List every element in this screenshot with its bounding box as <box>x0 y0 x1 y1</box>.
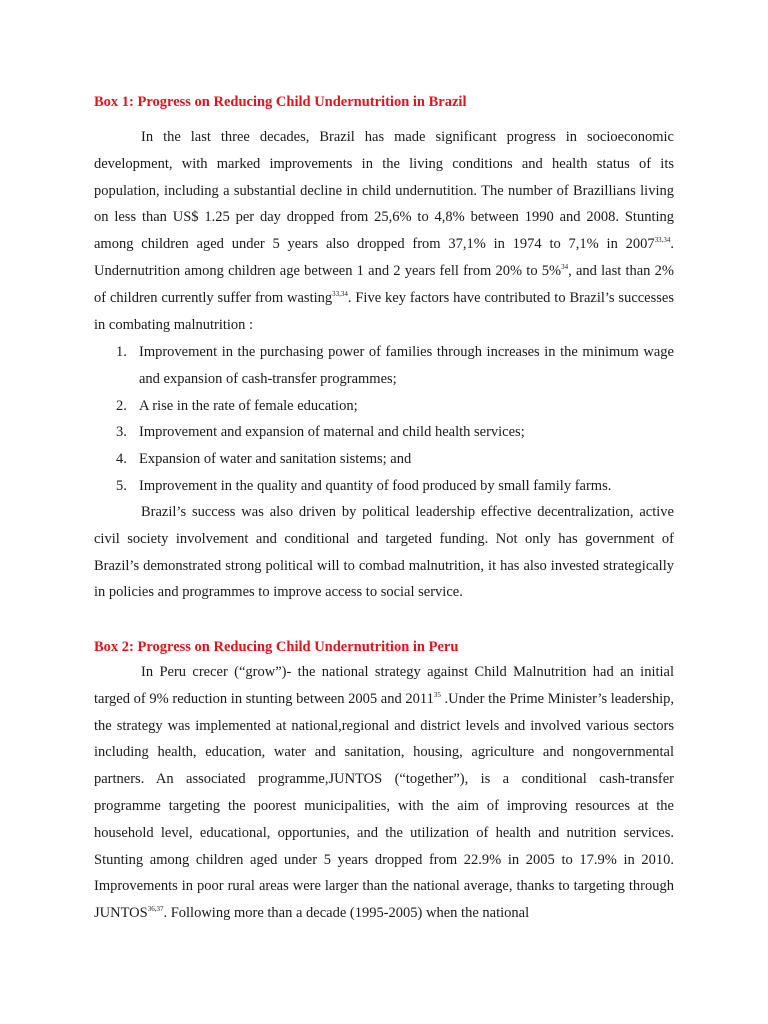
list-item <box>94 473 674 500</box>
list-number: 2. <box>116 397 127 414</box>
citation-superscript: 36,37 <box>147 905 164 914</box>
list-item-text: A rise in the rate of female education; <box>139 397 358 414</box>
list-number: 1. <box>116 344 127 360</box>
list-item-text: Expansion of water and sanitation sistems; and <box>139 451 412 468</box>
list-item-text: Improvement in the purchasing power of families through increases in the minimum wage and expansion of cash-transfer programmes; <box>139 344 674 387</box>
box2-p1-text-c: . Following more than a decade (1995-2005) when the national <box>163 905 530 922</box>
box1-p1-text-b: . Undernutrition among children age between 1 and 2 years fell from 20% to 5% <box>94 236 674 279</box>
box1-p1-text-d: . Five key factors have contributed to Brazil’s successes in combating malnutrition : <box>94 289 674 333</box>
box2-p1-text-a: In Peru crecer (“grow”)- the national strategy against Child Malnutrition had an initial targed of 9% reduction in stunting between 2005 and 2011 <box>94 664 674 707</box>
citation-superscript: 34 <box>561 262 569 271</box>
citation-superscript: 35 <box>433 690 441 699</box>
list-item-text: Improvement and expansion of maternal and child health services; <box>139 424 525 441</box>
box2-paragraph-1 <box>94 659 674 927</box>
list-item-text: Improvement in the quality and quantity of food produced by small family farms. <box>139 477 612 494</box>
box1-p1-text-a: In the last three decades, Brazil has made significant progress in socioeconomic development, with marked improvements in the living conditions and health status of its population, including a substantial decline in child undernutition. The number of Brazillians living on less than US$ 1.25 per day dropped from 25,6% to 4,8% between 1990 and 2008. Stunting among children aged under 5 years also dropped from 37,1% in 1974 to 7,1% in 2007 <box>94 129 674 253</box>
box2-p1-text-b: .Under the Prime Minister’s leadership, the strategy was implemented at national,regional and district levels and involved various sectors including health, education, water and sanitation, housing, agriculture and nongovernmental partners. An associated programme,JUNTOS (“together”), is a conditional cash-transfer programme targeting the poorest municipalities, with the aim of improving resources at the household level, educational, opportunies, and the utilization of health and nutrition services. Stunting among children aged under 5 years dropped from 22.9% in 2005 to 17.9% in 2010. Improvements in poor rural areas were larger than the national average, thanks to targeting through JUNTOS <box>94 690 674 922</box>
citation-superscript: 33,34 <box>654 236 671 245</box>
box1-paragraph-2: Brazil’s success was also driven by political leadership effective decentralization, active civil society involvement and conditional and targeted funding. Not only has government of Brazil’s demonstrated strong political will to combad malnutrition, it has also invested strategically in policies and programmes to improve access to social service. <box>94 504 674 601</box>
box2-title: Box 2: Progress on Reducing Child Undernutrition in Peru <box>94 639 459 655</box>
citation-superscript: 33,34 <box>332 289 348 298</box>
list-number: 4. <box>116 451 127 468</box>
list-number: 3. <box>116 424 127 441</box>
list-item <box>94 419 674 446</box>
list-item <box>94 339 674 393</box>
list-item <box>94 446 674 473</box>
box1-p1-text-c: , and last than 2% of children currently suffer from wasting <box>94 262 674 306</box>
box1-factor-list <box>94 339 674 500</box>
box1-paragraph-1 <box>94 124 674 338</box>
box1-title: Box 1: Progress on Reducing Child Undernutrition in Brazil <box>94 94 467 110</box>
list-number: 5. <box>116 477 127 494</box>
list-item <box>94 393 674 420</box>
